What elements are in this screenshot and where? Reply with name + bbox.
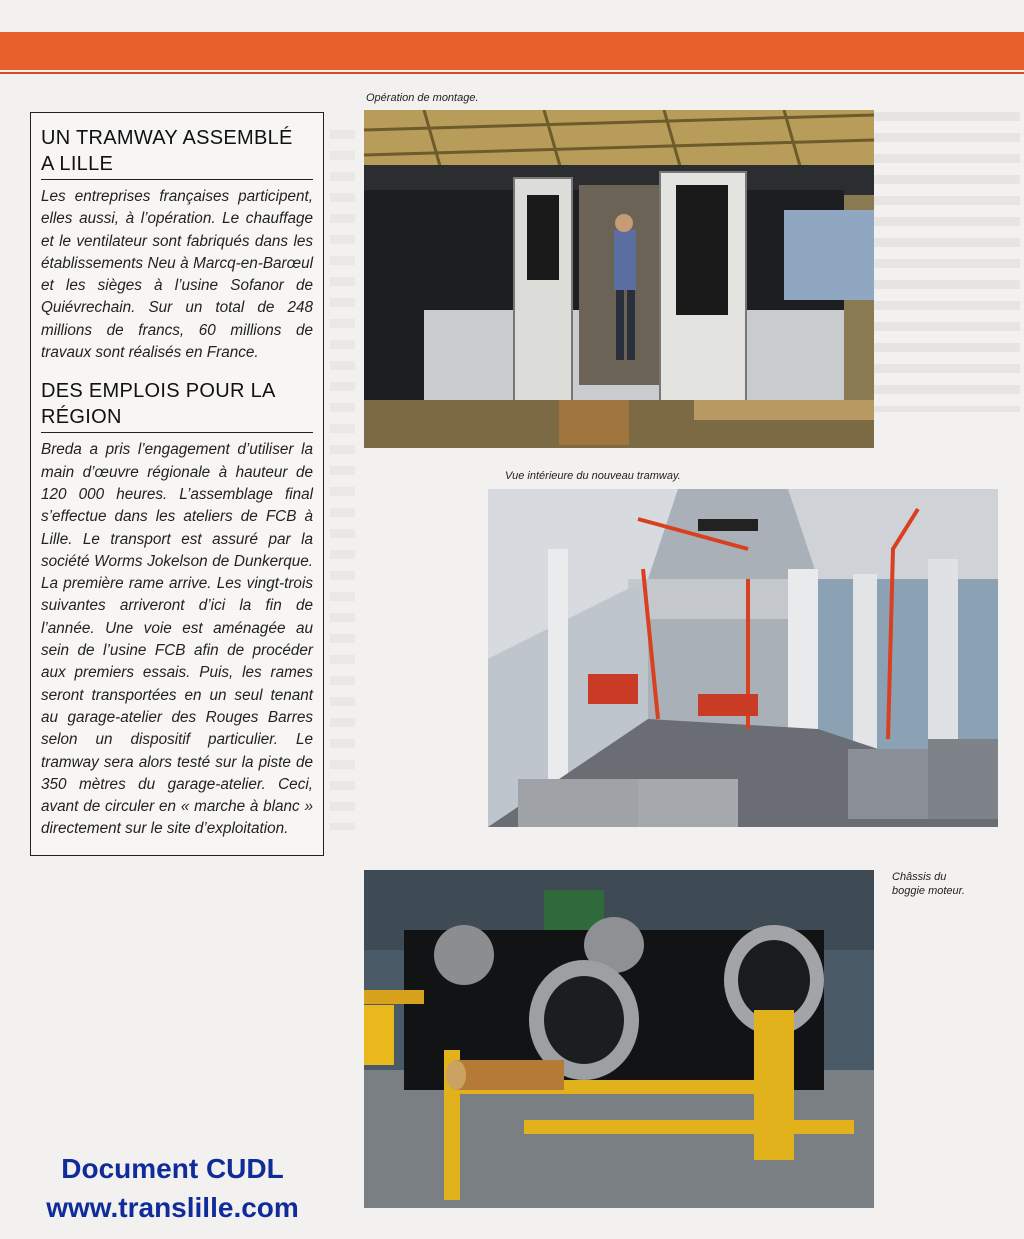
article-text-box	[30, 112, 324, 856]
photo3-caption-line2: boggie moteur.	[892, 885, 965, 897]
interior-photo	[488, 489, 998, 827]
section1-heading-line1: UN TRAMWAY ASSEMBLÉ	[41, 127, 293, 149]
bleed-through-texture	[860, 112, 1020, 412]
section2-body: Breda a pris l’engagement d’utiliser la main d’œuvre régionale à hauteur de 120 000 heures. L’assemblage final s’effectue dans les ateliers de FCB à Lille. Le transport est assuré par la société Worms Jokelson de Dunkerque. La première rame arrive. Les vingt-trois suivantes arriveront d’ici la fin de l’année. Une voie est aménagée au sein de l’usine FCB afin de procéder aux premiers essais. Puis, les rames seront transportées en un seul tenant au garage-atelier des Rouges Barres selon un dispositif particulier. Le tramway sera alors testé sur la piste de 350 mètres du garage-atelier. Ceci, avant de circuler en « marche à blanc » directement sur le site d’exploitation.	[41, 441, 313, 838]
section2-heading-line1: DES EMPLOIS POUR LA	[41, 380, 276, 403]
credit-line2[interactable]: www.translille.com	[46, 1192, 299, 1223]
top-rule	[0, 72, 1024, 74]
section1-heading-line2: A LILLE	[41, 153, 114, 175]
section2-heading-line2: RÉGION	[41, 406, 122, 429]
photo3-caption-line1: Châssis du	[892, 871, 947, 883]
assembly-photo	[364, 110, 874, 448]
bleed-through-texture-left	[330, 130, 355, 830]
section2-heading	[41, 378, 313, 433]
photo1-caption: Opération de montage.	[366, 92, 479, 104]
photo2-caption: Vue intérieure du nouveau tramway.	[505, 470, 681, 482]
section1-body: Les entreprises françaises participent, elles aussi, à l’opération. Le chauffage et le ventilateur sont fabriqués dans les établissements Neu à Marcq-en-Barœul et les sièges à l’usine Sofanor de Quiévrechain. Sur un total de 248 millions de francs, 60 millions de travaux sont réalisés en France.	[41, 188, 313, 362]
credit-line1: Document CUDL	[61, 1153, 284, 1184]
photo3-caption	[892, 870, 965, 898]
bogie-photo	[364, 870, 874, 1208]
top-color-band	[0, 32, 1024, 70]
section1-heading	[41, 125, 313, 180]
